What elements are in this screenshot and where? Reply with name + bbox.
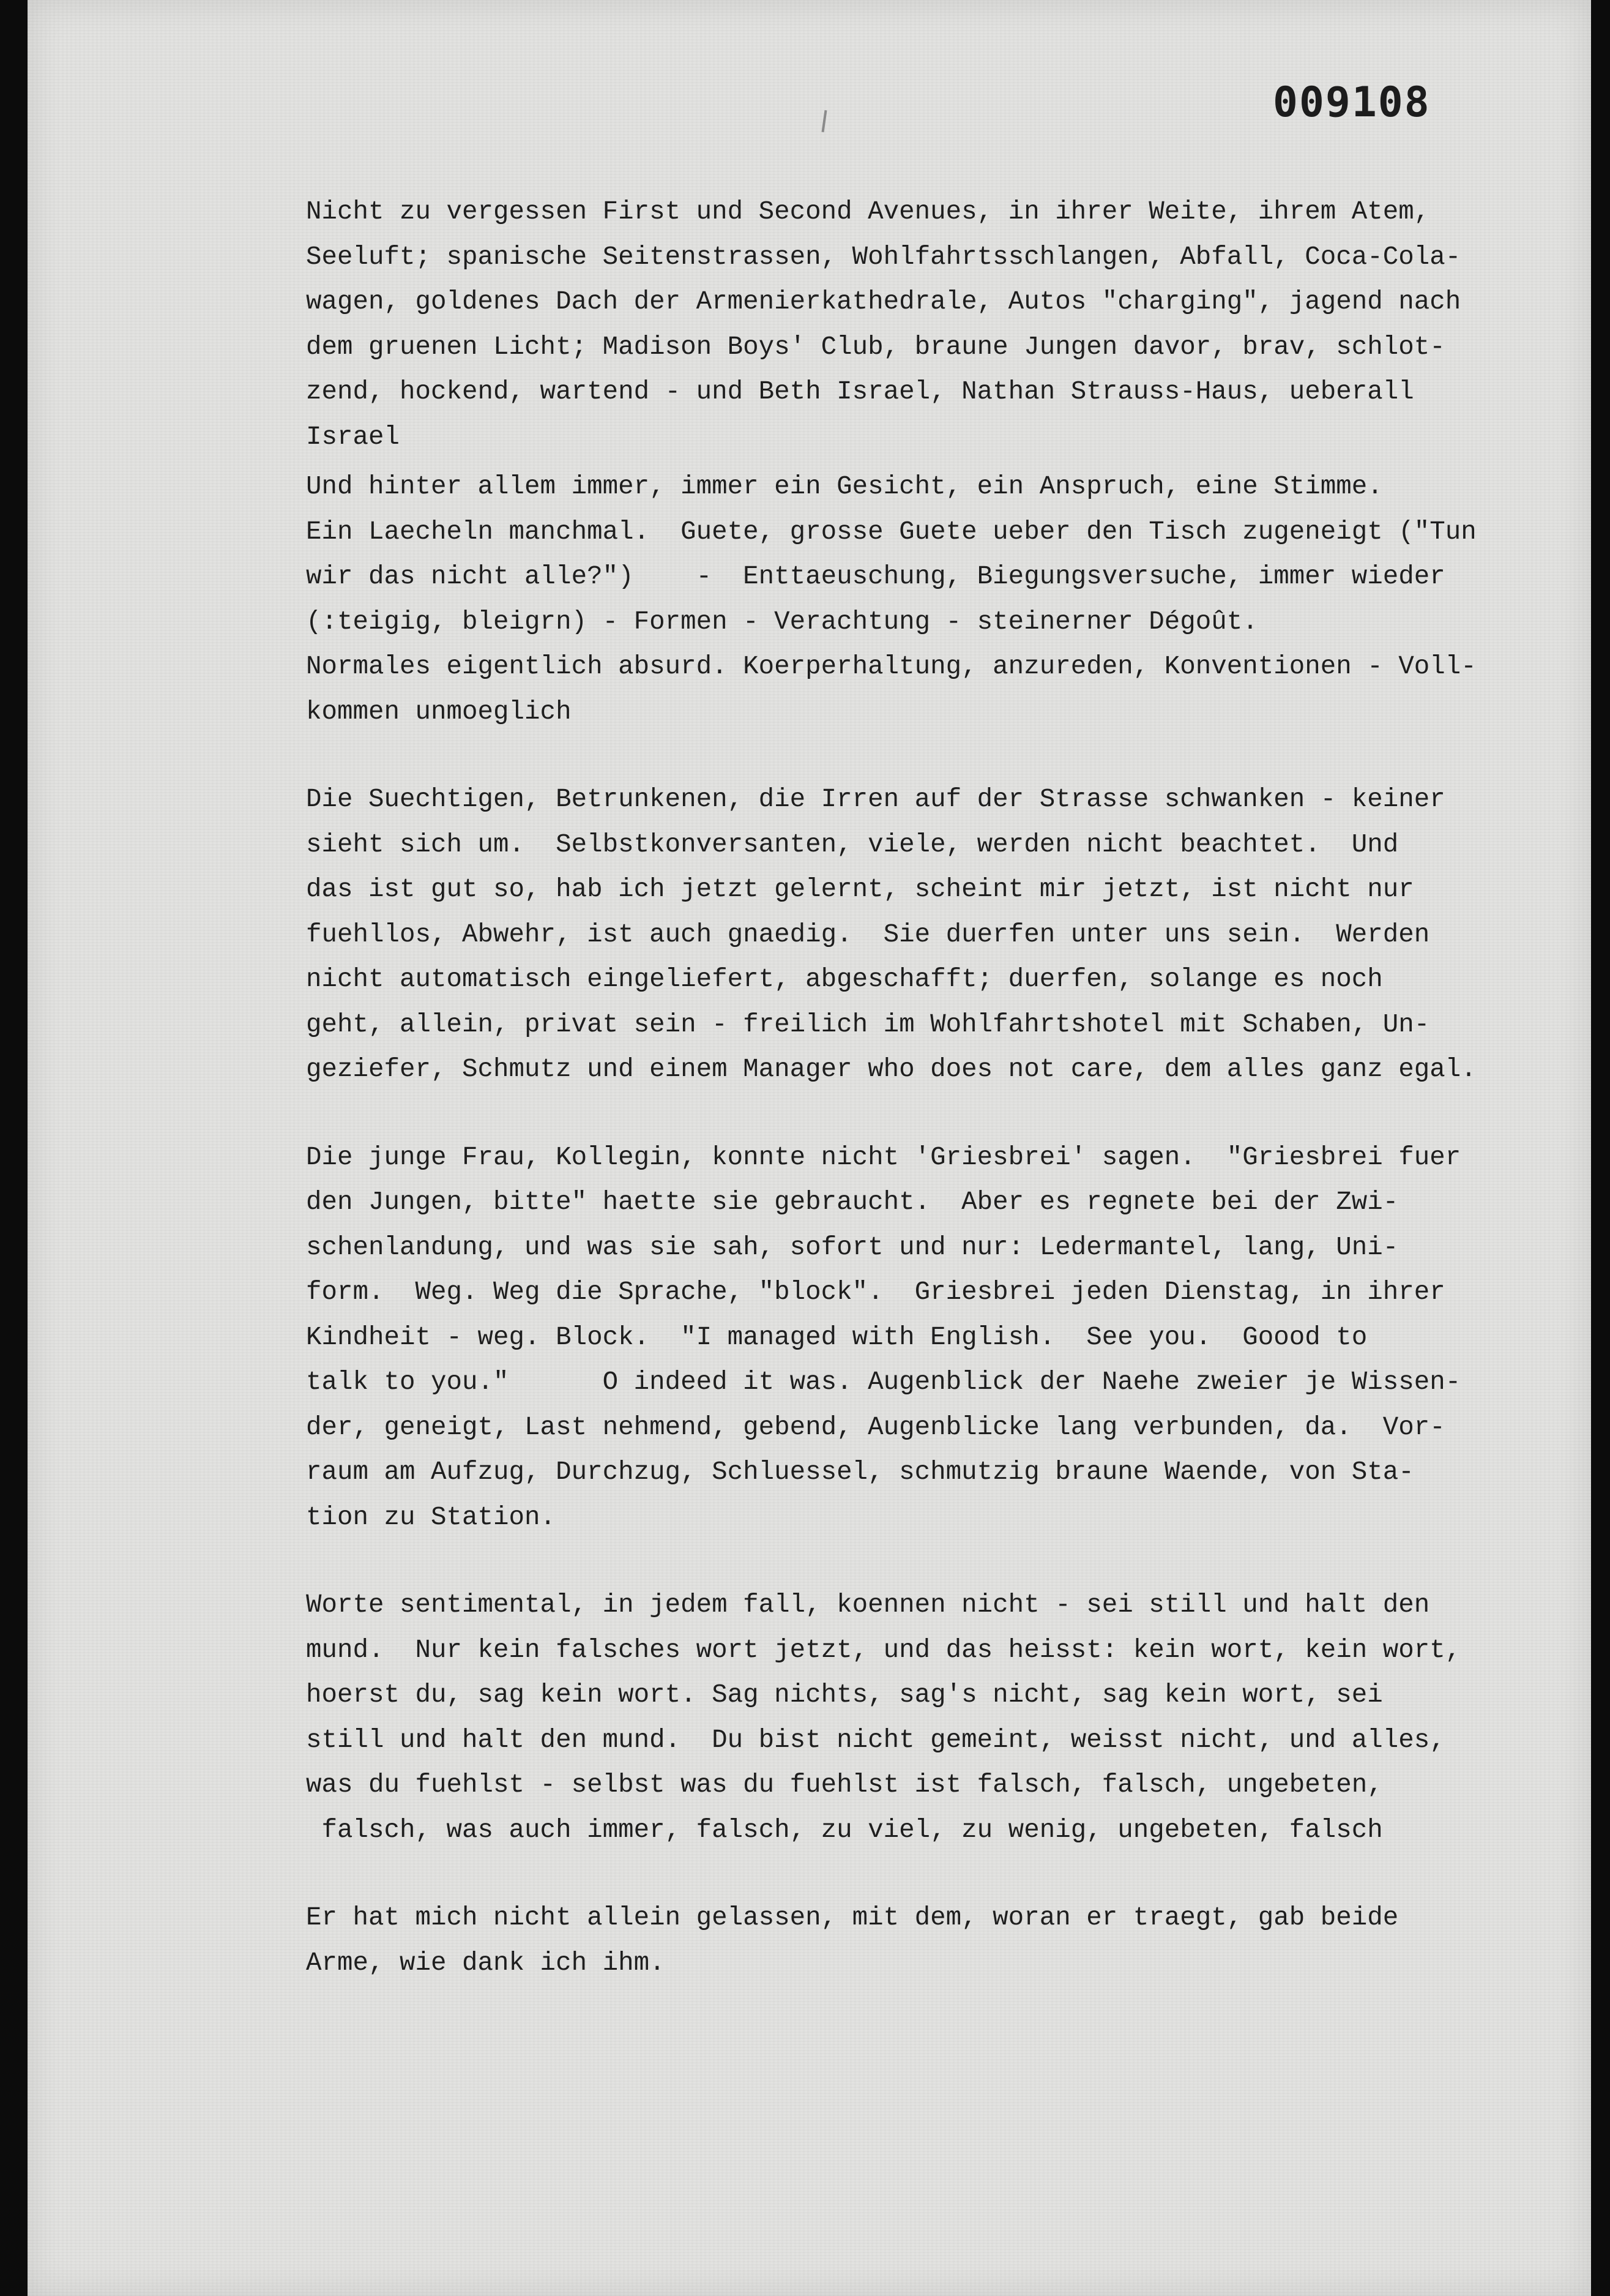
text-line: das ist gut so, hab ich jetzt gelernt, scheint mir jetzt, ist nicht nur <box>306 875 1414 904</box>
paragraph-2 <box>306 465 1610 735</box>
text-line: hoerst du, sag kein wort. Sag nichts, sag's nicht, sag kein wort, sei <box>306 1680 1383 1710</box>
text-line: wagen, goldenes Dach der Armenierkathedrale, Autos "charging", jagend nach <box>306 287 1461 316</box>
text-line: Normales eigentlich absurd. Koerperhaltung, anzureden, Konventionen - Voll- <box>306 652 1477 681</box>
text-line: Arme, wie dank ich ihm. <box>306 1948 665 1978</box>
text-line: Und hinter allem immer, immer ein Gesicht, ein Anspruch, eine Stimme. <box>306 472 1383 501</box>
text-line: wir das nicht alle?") - Enttaeuschung, Biegungsversuche, immer wieder <box>306 562 1445 591</box>
text-line: der, geneigt, Last nehmend, gebend, Augenblicke lang verbunden, da. Vor- <box>306 1412 1445 1442</box>
paragraph-1 <box>306 190 1610 460</box>
text-line: raum am Aufzug, Durchzug, Schluessel, schmutzig braune Waende, von Sta- <box>306 1457 1414 1487</box>
text-line: talk to you." O indeed it was. Augenblick der Naehe zweier je Wissen- <box>306 1367 1461 1397</box>
text-line: geht, allein, privat sein - freilich im Wohlfahrtshotel mit Schaben, Un- <box>306 1009 1430 1039</box>
text-line: fuehllos, Abwehr, ist auch gnaedig. Sie duerfen unter uns sein. Werden <box>306 919 1430 949</box>
text-line: kommen unmoeglich <box>306 697 572 727</box>
text-line: still und halt den mund. Du bist nicht gemeint, weisst nicht, und alles, <box>306 1725 1445 1755</box>
paragraph-5 <box>306 1583 1610 1853</box>
text-line: Israel <box>306 422 400 452</box>
text-line: Er hat mich nicht allein gelassen, mit dem, woran er traegt, gab beide <box>306 1903 1399 1932</box>
text-line: form. Weg. Weg die Sprache, "block". Griesbrei jeden Dienstag, in ihrer <box>306 1277 1445 1307</box>
pencil-mark <box>822 110 827 132</box>
text-line: Kindheit - weg. Block. "I managed with English. See you. Goood to <box>306 1322 1368 1352</box>
text-line: Ein Laecheln manchmal. Guete, grosse Guete ueber den Tisch zugeneigt ("Tun <box>306 517 1477 547</box>
text-line: Die Suechtigen, Betrunkenen, die Irren auf der Strasse schwanken - keiner <box>306 785 1445 814</box>
text-line: Nicht zu vergessen First und Second Avenues, in ihrer Weite, ihrem Atem, <box>306 197 1430 226</box>
text-line: Seeluft; spanische Seitenstrassen, Wohlfahrtsschlangen, Abfall, Coca-Cola- <box>306 242 1461 272</box>
text-line: (:teigig, bleigrn) - Formen - Verachtung - steinerner Dégoût. <box>306 607 1258 637</box>
text-line: falsch, was auch immer, falsch, zu viel, zu wenig, ungebeten, falsch <box>306 1815 1383 1845</box>
document-body <box>306 190 1610 1986</box>
paragraph-4 <box>306 1135 1610 1541</box>
page-number: 009108 <box>1273 78 1431 127</box>
text-line: dem gruenen Licht; Madison Boys' Club, braune Jungen davor, brav, schlot- <box>306 332 1445 362</box>
text-line: schenlandung, und was sie sah, sofort und nur: Ledermantel, lang, Uni- <box>306 1232 1399 1262</box>
text-line: Die junge Frau, Kollegin, konnte nicht 'Griesbrei' sagen. "Griesbrei fuer <box>306 1142 1461 1172</box>
text-line: was du fuehlst - selbst was du fuehlst ist falsch, falsch, ungebeten, <box>306 1770 1383 1800</box>
document-page <box>28 0 1591 2296</box>
text-line: tion zu Station. <box>306 1502 556 1532</box>
text-line: geziefer, Schmutz und einem Manager who does not care, dem alles ganz egal. <box>306 1055 1477 1084</box>
text-line: zend, hockend, wartend - und Beth Israel, Nathan Strauss-Haus, ueberall <box>306 377 1414 406</box>
paragraph-6 <box>306 1896 1610 1986</box>
text-line: Worte sentimental, in jedem fall, koennen nicht - sei still und halt den <box>306 1590 1430 1620</box>
paragraph-3 <box>306 777 1610 1093</box>
text-line: sieht sich um. Selbstkonversanten, viele, werden nicht beachtet. Und <box>306 829 1399 859</box>
text-line: nicht automatisch eingeliefert, abgeschafft; duerfen, solange es noch <box>306 965 1383 994</box>
text-line: den Jungen, bitte" haette sie gebraucht. Aber es regnete bei der Zwi- <box>306 1187 1399 1217</box>
text-line: mund. Nur kein falsches wort jetzt, und das heisst: kein wort, kein wort, <box>306 1635 1461 1665</box>
